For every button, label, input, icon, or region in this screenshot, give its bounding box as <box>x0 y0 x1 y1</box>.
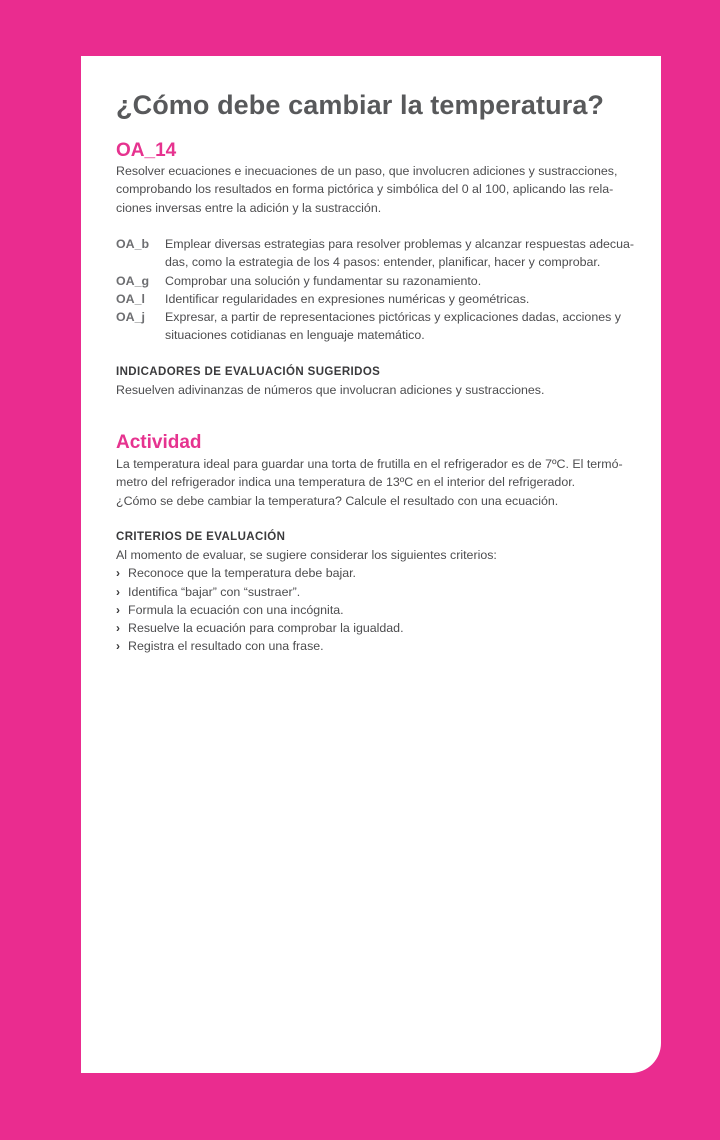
criteria-item-text: Formula la ecuación con una incógnita. <box>128 602 344 617</box>
indicators-heading: INDICADORES DE EVALUACIÓN SUGERIDOS <box>116 366 381 378</box>
objective-description <box>116 162 617 217</box>
skill-item <box>116 308 634 345</box>
skill-description-line: situaciones cotidianas en lenguaje matemático. <box>165 328 425 343</box>
criteria-item-text: Identifica “bajar” con “sustraer”. <box>128 584 301 599</box>
activity-text <box>116 455 623 510</box>
criteria-item-text: Registra el resultado con una frase. <box>128 639 324 654</box>
skill-description-line: das, como la estrategia de los 4 pasos: entender, planificar, hacer y comprobar. <box>165 255 601 270</box>
objective-description-line: Resolver ecuaciones e inecuaciones de un paso, que involucren adiciones y sustracciones, <box>116 164 618 178</box>
criteria-item <box>116 637 497 655</box>
criteria-item <box>116 601 497 619</box>
activity-text-line: La temperatura ideal para guardar una torta de frutilla en el refrigerador es de 7ºC. El termó- <box>116 457 623 471</box>
indicators-section <box>116 363 544 399</box>
activity-text-line: metro del refrigerador indica una temperatura de 13ºC en el interior del refrigerador. <box>116 475 576 490</box>
criteria-item-text: Resuelve la ecuación para comprobar la igualdad. <box>128 621 404 636</box>
chevron-right-icon: › <box>116 639 120 654</box>
skill-description <box>165 272 481 290</box>
criteria-item <box>116 619 497 637</box>
skill-description-line: Expresar, a partir de representaciones pictóricas y explicaciones dadas, acciones y <box>165 310 621 325</box>
activity-heading: Actividad <box>116 432 202 453</box>
skill-description-line: Identificar regularidades en expresiones numéricas y geométricas. <box>165 291 530 306</box>
content-card <box>81 56 661 1073</box>
chevron-right-icon: › <box>116 621 120 636</box>
skill-description-line: Comprobar una solución y fundamentar su razonamiento. <box>165 273 482 288</box>
chevron-right-icon: › <box>116 602 120 617</box>
skill-description <box>165 235 634 272</box>
criteria-list <box>116 564 497 655</box>
skills-list <box>116 235 634 345</box>
skill-item <box>116 272 634 290</box>
skill-description <box>165 308 621 345</box>
skill-description <box>165 290 529 308</box>
criteria-item <box>116 583 497 601</box>
criteria-section <box>116 528 497 656</box>
skill-code: OA_j <box>116 310 145 325</box>
criteria-item <box>116 564 497 582</box>
skill-code: OA_g <box>116 273 150 288</box>
criteria-item-text: Reconoce que la temperatura debe bajar. <box>128 566 357 581</box>
criteria-heading: CRITERIOS DE EVALUACIÓN <box>116 531 286 543</box>
skill-code: OA_b <box>116 237 150 251</box>
skill-item <box>116 235 634 272</box>
skill-description-line: Emplear diversas estrategias para resolver problemas y alcanzar respuestas adecua- <box>165 237 635 251</box>
chevron-right-icon: › <box>116 584 120 599</box>
objective-description-line: comprobando los resultados en forma pictórica y simbólica del 0 al 100, aplicando las rela- <box>116 182 614 197</box>
chevron-right-icon: › <box>116 566 120 581</box>
criteria-intro: Al momento de evaluar, se sugiere considerar los siguientes criterios: <box>116 548 497 562</box>
indicators-text: Resuelven adivinanzas de números que involucran adiciones y sustracciones. <box>116 383 545 397</box>
skill-item <box>116 290 634 308</box>
skill-code: OA_l <box>116 291 145 306</box>
activity-text-line: ¿Cómo se debe cambiar la temperatura? Calcule el resultado con una ecuación. <box>116 493 559 508</box>
page-title: ¿Cómo debe cambiar la temperatura? <box>116 90 605 120</box>
objective-code: OA_14 <box>116 140 177 161</box>
objective-description-line: ciones inversas entre la adición y la sustracción. <box>116 200 382 215</box>
